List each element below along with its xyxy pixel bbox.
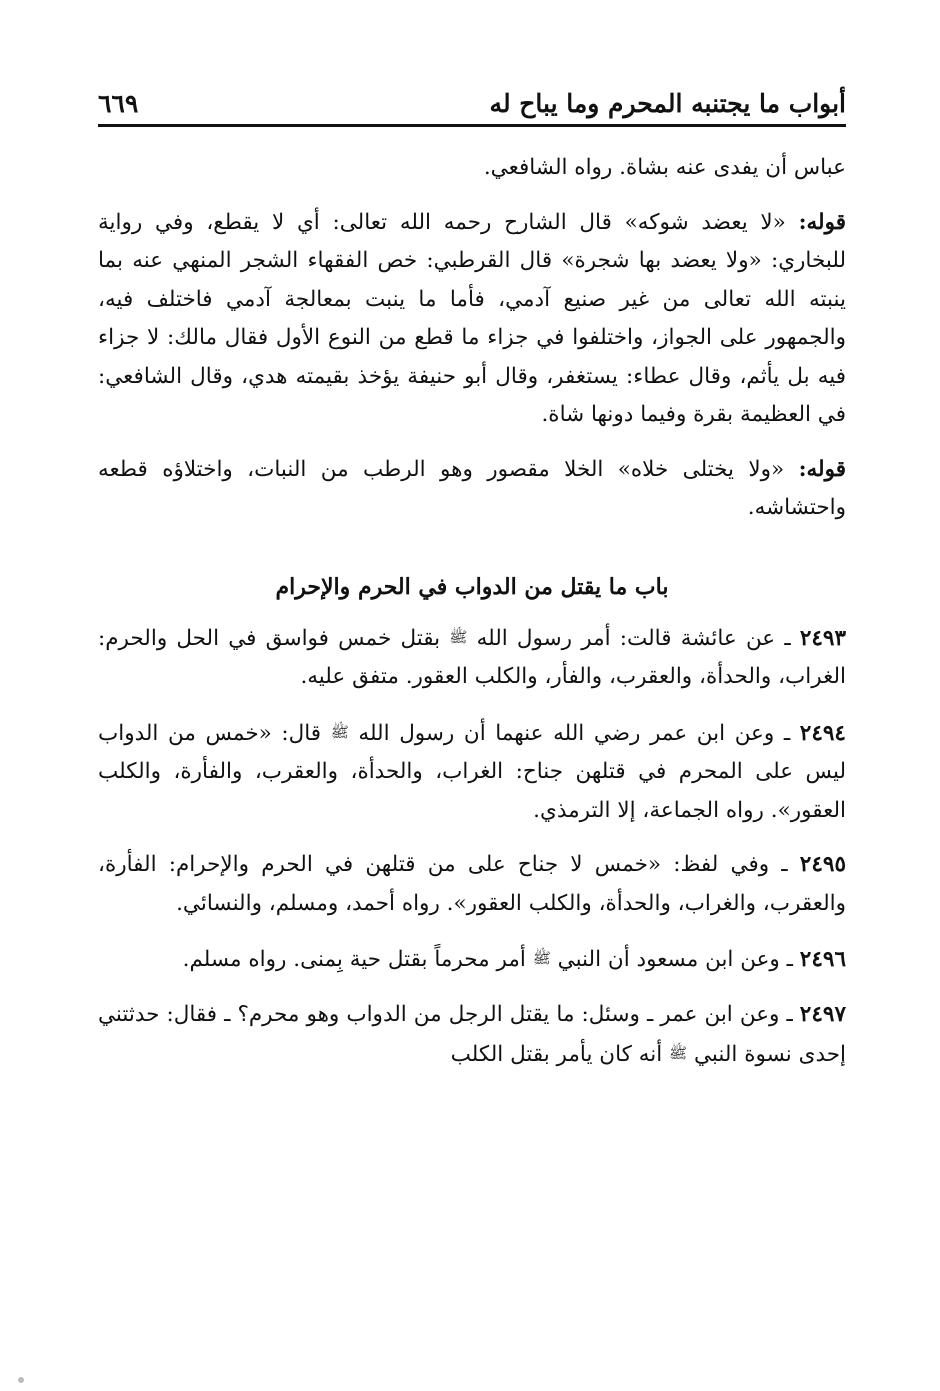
hadith-number: ٢٤٩٦ [799, 947, 846, 972]
page-number: ٦٦٩ [98, 89, 139, 118]
paragraph-text: عباس أن يفدى عنه بشاة. رواه الشافعي. [483, 155, 846, 180]
paragraph-continuation [98, 149, 846, 188]
hadith-2493 [98, 618, 846, 697]
scan-speck [18, 1377, 24, 1383]
hadith-2494 [98, 713, 846, 831]
hadith-2496 [98, 939, 846, 980]
hadith-number: ٢٤٩٧ [799, 1001, 846, 1027]
hadith-text: قال: «خمس من الدواب ليس على المحرم في قتلهن جناح: الغراب، والحدأة، والعقرب، والفأرة، والكلب العقور». رواه الجماعة، إلا الترمذي. [98, 720, 846, 823]
hadith-number: ٢٤٩٥ [799, 852, 846, 877]
hadith-number: ٢٤٩٤ [799, 720, 846, 746]
hadith-2495 [98, 846, 846, 923]
sallallah-symbol: ﷺ [449, 627, 468, 646]
page-header [98, 80, 846, 127]
hadith-text: أمر محرماً بقتل حية بِمنى. رواه مسلم. [182, 947, 533, 972]
hadith-text: ـ وعن ابن عمر ـ وسئل: ما يقتل الرجل من الدواب وهو محرم؟ ـ فقال: حدثتني إحدى نسوة النبي [98, 1001, 846, 1067]
paragraph-commentary-2 [98, 451, 846, 528]
sallallah-symbol: ﷺ [669, 1044, 688, 1062]
hadith-text: ـ وعن ابن عمر رضي الله عنهما أن رسول الله [348, 720, 800, 746]
hadith-2497 [98, 996, 846, 1075]
sallallah-symbol: ﷺ [532, 949, 551, 967]
sallallah-symbol: ﷺ [330, 722, 349, 741]
hadith-text: ـ وعن ابن مسعود أن النبي [550, 947, 800, 972]
hadith-text: أنه كان يأمر بقتل الكلب [450, 1042, 670, 1067]
hadith-number: ٢٤٩٣ [799, 625, 847, 651]
paragraph-text: «ولا يختلى خلاه» الخلا مقصور وهو الرطب من النبات، واختلاؤه قطعه واحتشاشه. [98, 456, 846, 520]
hadith-text: ـ وفي لفظ: «خمس لا جناح على من قتلهن في الحرم والإحرام: الفأرة، والعقرب، والغراب، والحدأة، والكلب العقور». رواه أحمد، ومسلم، والنسائي. [98, 852, 846, 916]
running-title: أبواب ما يجتنبه المحرم وما يباح له [489, 89, 846, 118]
commentary-lead: قوله: [798, 456, 846, 482]
section-heading: باب ما يقتل من الدواب في الحرم والإحرام [275, 573, 669, 600]
book-page [98, 80, 846, 1370]
commentary-lead: قوله: [798, 209, 846, 235]
hadith-text: بقتل خمس فواسق في الحل والحرم: الغراب، والحدأة، والعقرب، والفأر، والكلب العقور. متفق عليه. [98, 625, 846, 689]
paragraph-text: «لا يعضد شوكه» قال الشارح رحمه الله تعالى: أي لا يقطع، وفي رواية للبخاري: «ولا يعضد بها شجرة» قال القرطبي: خص الفقهاء الشجر المنهي عنه بما ينبته الله تعالى من غير صنيع آدمي، فأما ما ينبت بمعالجة آدمي فاختلف فيه، والجمهور على الجواز، واختلفوا في جزاء ما قطع من النوع الأول فقال مالك: لا جزاء فيه بل يأثم، وقال عطاء: يستغفر، وقال أبو حنيفة يؤخذ بقيمته هدي، وقال الشافعي: في العظيمة بقرة وفيما دونها شاة. [98, 209, 846, 427]
hadith-text: ـ عن عائشة قالت: أمر رسول الله [467, 625, 800, 651]
paragraph-commentary-1 [98, 204, 846, 435]
